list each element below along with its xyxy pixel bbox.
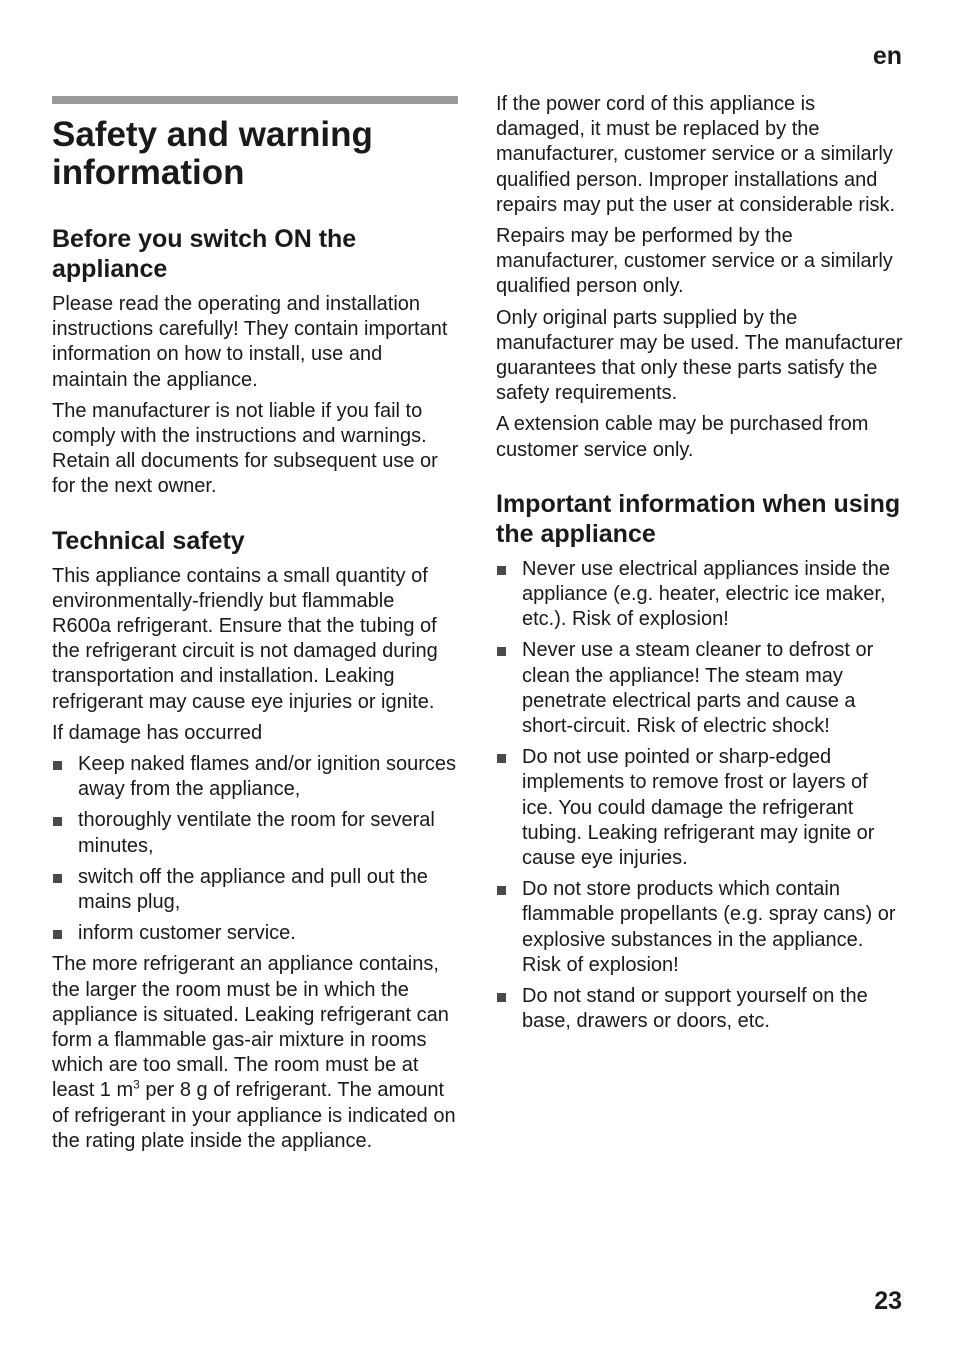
list-item-text: Never use a steam cleaner to defrost or clean the appliance! The steam may penetrate electrical parts and cause a short-circuit. Risk of electric shock! <box>522 639 874 738</box>
repairs-paragraph: Repairs may be performed by the manufacturer, customer service or a similarly qualified person only. <box>496 225 893 298</box>
list-item-text: Never use electrical appliances inside the appliance (e.g. heater, electric ice maker, etc.). Risk of explosion! <box>522 557 890 631</box>
list-item <box>52 921 458 946</box>
list-item <box>496 984 904 1034</box>
bullet-icon <box>53 930 62 939</box>
list-item-text: Do not stand or support yourself on the base, drawers or doors, etc. <box>522 985 868 1033</box>
list-item <box>52 752 458 802</box>
list-item-text: Do not use pointed or sharp-edged implements to remove frost or layers of ice. You could damage the refrigerant tubing. Leaking refrigerant may ignite or cause eye injuries. <box>522 746 875 870</box>
list-item <box>52 865 458 915</box>
extension-cable-paragraph: A extension cable may be purchased from customer service only. <box>496 413 869 461</box>
bullet-icon <box>53 874 62 883</box>
language-label: en <box>872 42 902 70</box>
list-item-text: switch off the appliance and pull out the mains plug, <box>78 865 428 914</box>
original-parts-paragraph: Only original parts supplied by the manufacturer may be used. The manufacturer guarantees that only these parts satisfy the safety requirements. <box>496 306 903 405</box>
damage-bullet-list <box>52 752 458 946</box>
bullet-icon <box>497 566 506 575</box>
superscript: 3 <box>133 1077 140 1092</box>
important-info-heading: Important information when using the appliance <box>496 489 901 548</box>
power-cord-paragraph: If the power cord of this appliance is damaged, it must be replaced by the manufacturer, customer service or a similarly qualified person. Improper installations and repairs may put the user at considerable risk. <box>496 93 896 216</box>
technical-paragraph-2: If damage has occurred <box>52 721 263 744</box>
list-item <box>52 808 458 858</box>
before-paragraph-2: The manufacturer is not liable if you fail to comply with the instructions and warnings. Retain all documents for subsequent use or for the next owner. <box>52 399 438 498</box>
section-rule <box>52 96 458 104</box>
technical-paragraph-3 <box>52 952 458 1154</box>
list-item-text: Keep naked flames and/or ignition sources away from the appliance, <box>78 753 457 801</box>
right-column <box>496 92 904 1041</box>
list-item <box>496 638 904 739</box>
before-paragraph-1: Please read the operating and installation instructions carefully! They contain important information on how to install, use and maintain the appliance. <box>52 293 448 391</box>
list-item-text: inform customer service. <box>78 922 296 945</box>
before-switch-on-heading: Before you switch ON the appliance <box>52 225 357 283</box>
technical-paragraph-1: This appliance contains a small quantity of environmentally-friendly but flammable R600a refrigerant. Ensure that the tubing of the refrigerant circuit is not damaged during transportation and installation. Leaking refrigerant may cause eye injuries or ignite. <box>52 564 438 713</box>
list-item-text: thoroughly ventilate the room for several minutes, <box>78 809 435 857</box>
bullet-icon <box>53 817 62 826</box>
bullet-icon <box>497 647 506 656</box>
room-size-text-cont: per 8 g of refrigerant. The amount of refrigerant in your appliance is indicated on the rating plate inside the appliance. <box>52 1079 456 1152</box>
room-size-text: The more refrigerant an appliance contains, the larger the room must be in which the appliance is situated. Leaking refrigerant can form a flammable gas-air mixture in rooms which are too small. The room must be at least 1 m <box>52 953 449 1102</box>
bullet-icon <box>497 993 506 1002</box>
left-column <box>52 96 458 1160</box>
bullet-icon <box>497 886 506 895</box>
bullet-icon <box>497 754 506 763</box>
list-item-text: Do not store products which contain flammable propellants (e.g. spray cans) or explosive substances in the appliance. Risk of explosion! <box>522 878 896 976</box>
list-item <box>496 877 904 978</box>
list-item <box>496 557 904 633</box>
page-title: Safety and warning information <box>52 115 373 192</box>
bullet-icon <box>53 761 62 770</box>
important-bullet-list <box>496 557 904 1035</box>
technical-safety-heading: Technical safety <box>52 526 245 555</box>
list-item <box>496 745 904 871</box>
page-number: 23 <box>874 1287 902 1315</box>
